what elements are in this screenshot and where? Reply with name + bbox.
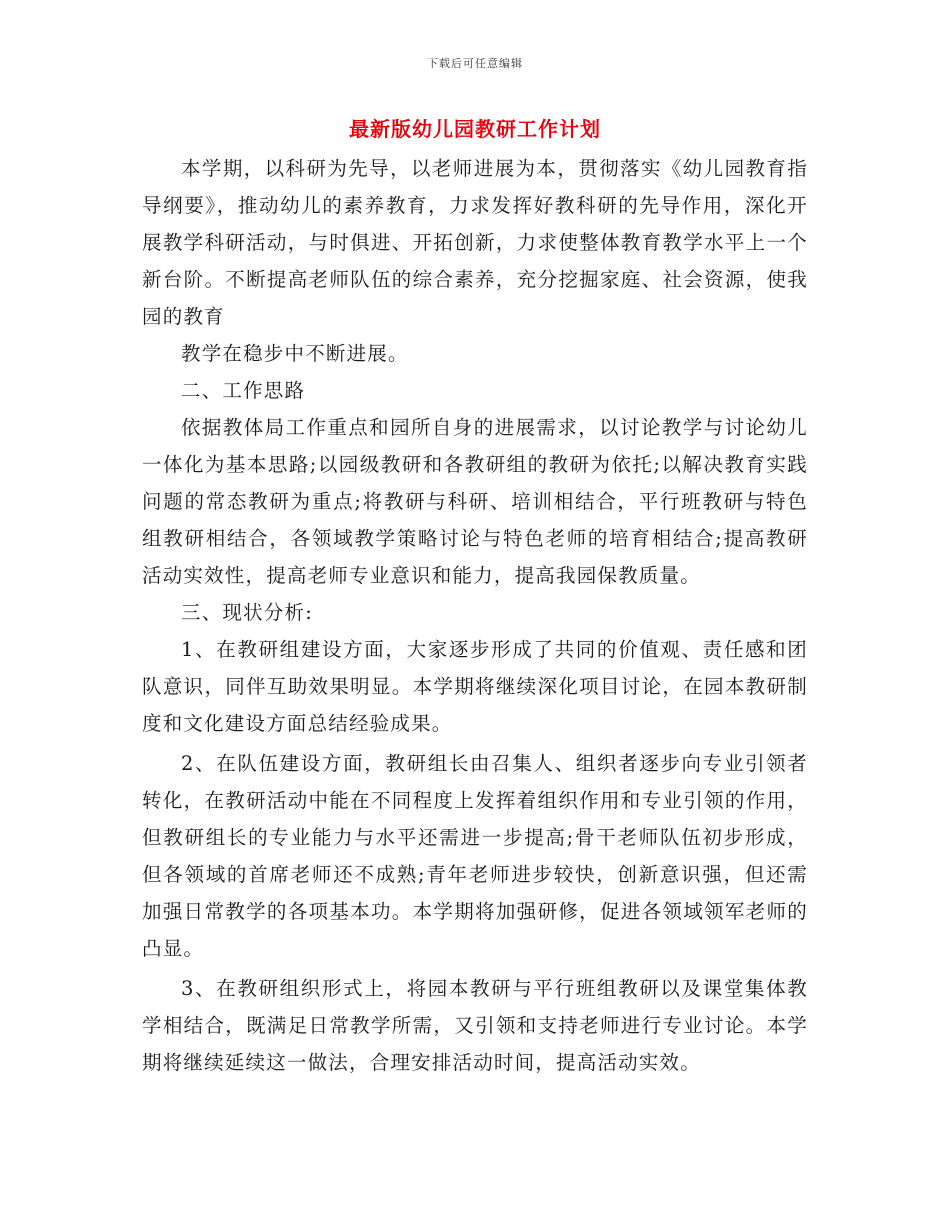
paragraph-analysis-3: 3、在教研组织形式上，将园本教研与平行班组教研以及课堂集体教学相结合，既满足日常教学所需，又引领和支持老师进行专业讨论。本学期将继续延续这一做法，合理安排活动时间，提高活动实效。 — [142, 977, 808, 1074]
paragraph-intro-continued: 教学在稳步中不断进展。 — [181, 342, 409, 365]
document-body — [142, 150, 808, 1081]
section-heading-status-analysis: 三、现状分析: — [181, 601, 313, 624]
paragraph-intro: 本学期，以科研为先导，以老师进展为本，贯彻落实《幼儿园教育指导纲要》，推动幼儿的素养教育，力求发挥好教科研的先导作用，深化开展教学科研活动，与时俱进、开拓创新，力求使整体教育教学水平上一个新台阶。不断提高老师队伍的综合素养，充分挖掘家庭、社会资源，使我园的教育 — [142, 157, 808, 328]
document-title: 最新版幼儿园教研工作计划 — [349, 117, 601, 141]
paragraph-analysis-2: 2、在队伍建设方面，教研组长由召集人、组织者逐步向专业引领者转化，在教研活动中能在不同程度上发挥着组织作用和专业引领的作用，但教研组长的专业能力与水平还需进一步提高;骨干老师队伍初步形成，但各领域的首席老师还不成熟;青年老师进步较快，创新意识强，但还需加强日常教学的各项基本功。本学期将加强研修，促进各领域领军老师的凸显。 — [142, 752, 808, 960]
paragraph-analysis-1: 1、在教研组建设方面，大家逐步形成了共同的价值观、责任感和团队意识，同伴互助效果明显。本学期将继续深化项目讨论，在园本教研制度和文化建设方面总结经验成果。 — [142, 638, 808, 735]
paragraph-work-ideas: 依据教体局工作重点和园所自身的进展需求，以讨论教学与讨论幼儿一体化为基本思路;以园级教研和各教研组的教研为依托;以解决教育实践问题的常态教研为重点;将教研与科研、培训相结合，平行班教研与特色组教研相结合，各领域教学策略讨论与特色老师的培育相结合;提高教研活动实效性，提高老师专业意识和能力，提高我园保教质量。 — [142, 416, 808, 587]
section-heading-work-ideas: 二、工作思路 — [181, 379, 306, 402]
header-note: 下载后可任意编辑 — [427, 57, 523, 70]
